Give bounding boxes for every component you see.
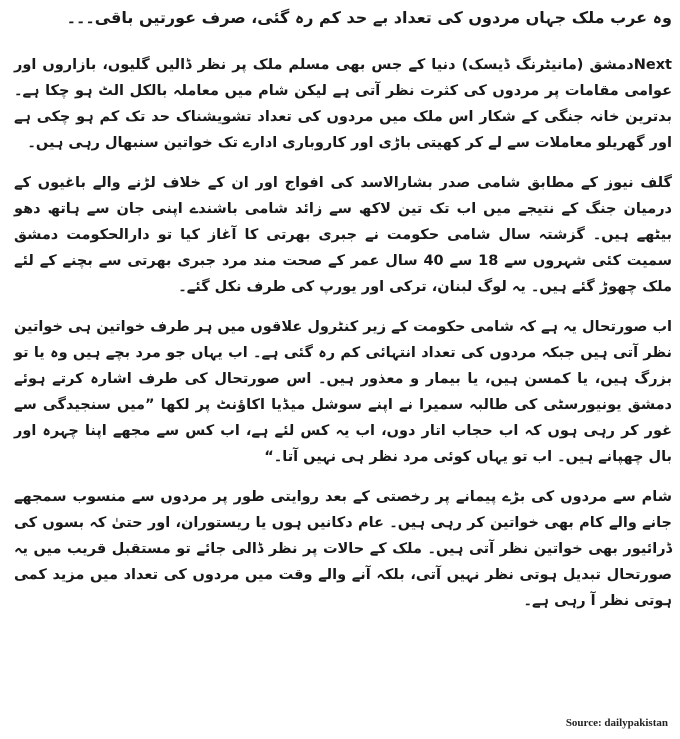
paragraph-2: گلف نیوز کے مطابق شامی صدر بشارالاسد کی افواج اور ان کے خلاف لڑنے والے باغیوں کے درمیان جنگ کے نتیجے میں اب تک تین لاکھ سے زائد شامی باشندے اپنی جان سے ہاتھ دھو بیٹھے ہیں۔ گزشتہ سال شامی حکومت نے جبری بھرتی کا آغاز کیا تو دارالحکومت دمشق سمیت کئی شہروں سے 18 سے 40 سال عمر کے صحت مند مرد جبری بھرتی سے بچنے کے لئے ملک چھوڑ گئے ہیں۔ یہ لوگ لبنان، ترکی اور یورپ کی طرف نکل گئے۔ — [14, 175, 672, 295]
paragraph-3: اب صورتحال یہ ہے کہ شامی حکومت کے زیر کنٹرول علاقوں میں ہر طرف خواتین ہی خواتین نظر آتی ہیں جبکہ مردوں کی تعداد انتہائی کم رہ گئی ہے۔ اب یہاں جو مرد بچے ہیں وہ یا تو بزرگ ہیں، یا کمسن ہیں، یا بیمار و معذور ہیں۔ اس صورتحال کی طرف اشارہ کرتے ہوئے دمشق یونیورسٹی کی طالبہ سمیرا نے اپنے سوشل میڈیا اکاﺅنٹ پر لکھا ”میں سنجیدگی سے غور کر رہی ہوں کہ اب حجاب اتار دوں، اب یہ کس لئے ہے، اب کس سے مجھے اپنا چہرہ اور بال چھپانے ہیں۔ اب تو یہاں کوئی مرد نظر ہی نہیں آتا۔“ — [14, 319, 672, 465]
headline: وہ عرب ملک جہاں مردوں کی تعداد بے حد کم رہ گئی، صرف عورتیں باقی۔۔۔ — [66, 8, 672, 27]
paragraph-4: شام سے مردوں کی بڑے پیمانے پر رخصتی کے بعد روایتی طور پر مردوں سے منسوب سمجھے جانے والے کام بھی خواتین کر رہی ہیں۔ عام دکانیں ہوں یا ریستوران، اور حتیٰ کہ بسوں کی ڈرائیور بھی خواتین نظر آتی ہیں۔ ملک کے حالات پر نظر ڈالی جائے تو مستقبل قریب میں یہ صورتحال تبدیل ہوتی نظر نہیں آتی، بلکہ آنے والے وقت میں مردوں کی تعداد میں مزید کمی ہوتی نظر آ رہی ہے۔ — [14, 489, 672, 609]
source-credit: Source: dailypakistan — [565, 717, 668, 729]
paragraph-1: Nextدمشق (مانیٹرنگ ڈیسک) دنیا کے جس بھی مسلم ملک پر نظر ڈالیں گلیوں، بازاروں اور عوامی مقامات پر مردوں کی کثرت نظر آتی ہے لیکن شام میں معاملہ بالکل الٹ ہو چکا ہے۔ بدترین خانہ جنگی کے شکار اس ملک میں مردوں کی تعداد تشویشناک حد تک کم ہو چکی ہے اور گھریلو معاملات سے لے کر کھیتی باڑی اور کاروباری ادارے تک خواتین سنبھال رہی ہیں۔ — [14, 57, 672, 151]
